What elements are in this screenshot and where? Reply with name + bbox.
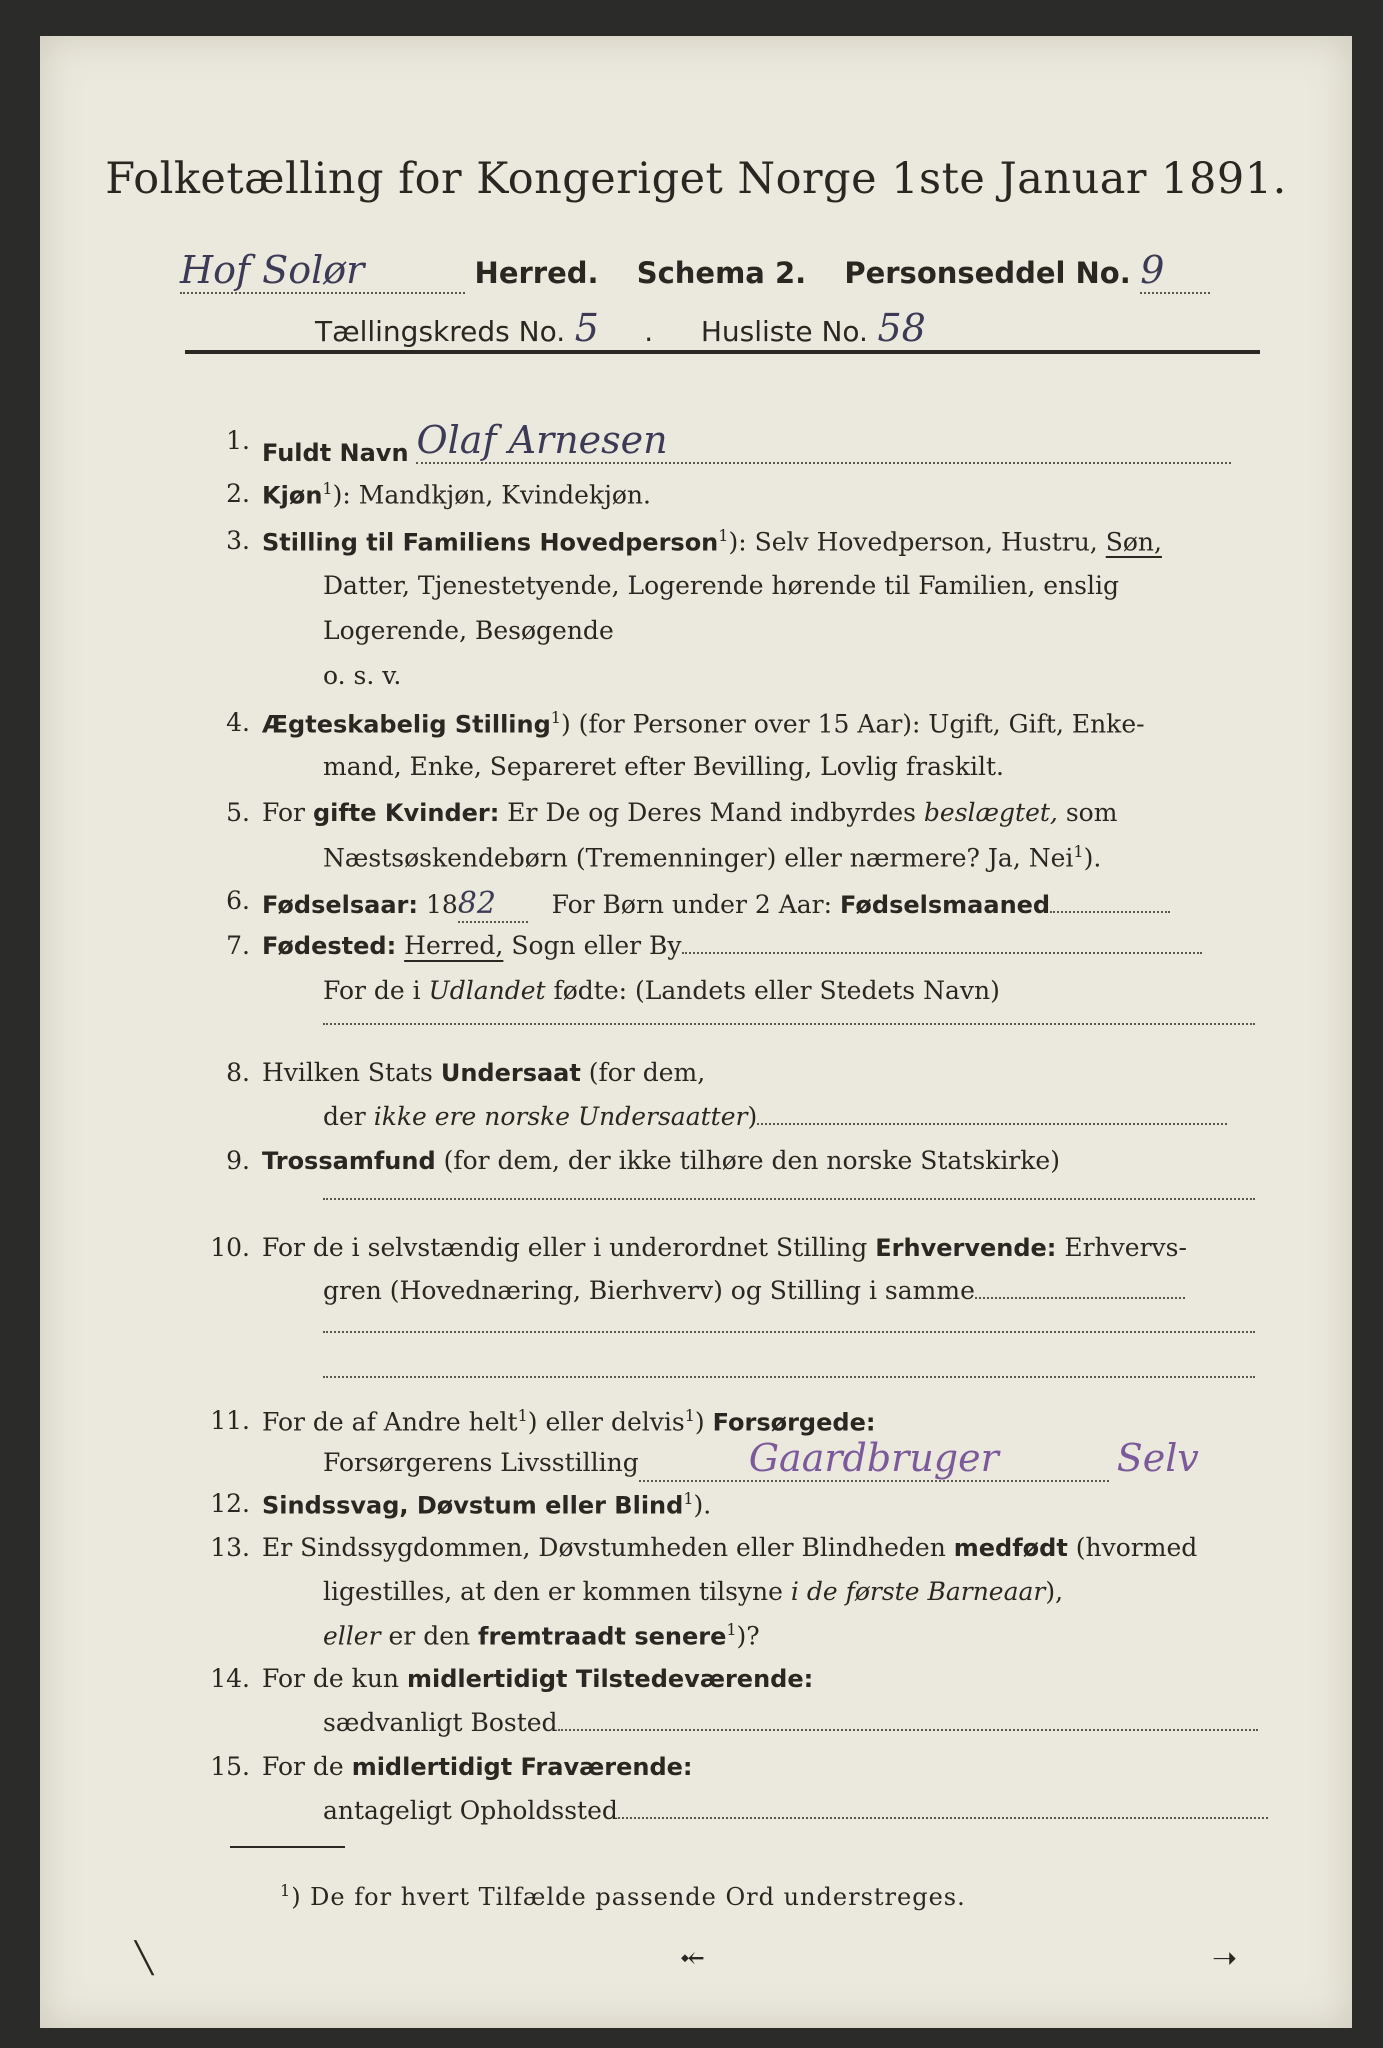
field-9-blank-line <box>323 1196 1255 1200</box>
field-7-line-2-pre: For de i <box>323 976 421 1005</box>
field-11-number: 11. <box>210 1406 250 1435</box>
field-8-line-2-italic: ikke ere norske Undersaatter <box>373 1102 748 1131</box>
field-13-line-3-end: )? <box>736 1621 760 1651</box>
field-14-label: midlertidigt Tilstedeværende: <box>406 1665 814 1693</box>
field-3-options: ): Selv Hovedperson, Hustru, <box>728 527 1098 557</box>
kreds-label: Tællingskreds No. <box>315 315 566 348</box>
field-11-pre: For de af Andre helt <box>262 1407 518 1437</box>
field-8-line-2 <box>323 1102 1227 1131</box>
field-9-number: 9. <box>226 1146 250 1175</box>
field-4-options: ) (for Personer over 15 Aar): Ugift, Gift, Enke- <box>560 709 1145 739</box>
field-5-text: Er De og Deres Mand indbyrdes <box>507 798 916 827</box>
field-14-number: 14. <box>210 1664 250 1693</box>
field-1-value: Olaf Arnesen <box>416 418 1231 464</box>
field-3-line-2: Datter, Tjenestetyende, Logerende hørende til Familien, enslig <box>323 571 1120 600</box>
husliste-label: Husliste No. <box>700 315 868 348</box>
herred-value: Hof Solør <box>180 248 465 294</box>
ink-mark-center: ⤝ <box>680 1941 706 1976</box>
field-15-blank <box>618 1817 1268 1819</box>
herred-line <box>180 248 1210 294</box>
kreds-end: . <box>644 315 654 348</box>
field-14-line-2 <box>323 1708 1258 1737</box>
field-10-line-2-text: gren (Hovednæring, Bierhverv) og Stilling i samme <box>323 1276 975 1305</box>
field-6-blank <box>1050 911 1170 913</box>
field-11-value-2: Selv <box>1116 1436 1199 1480</box>
field-5-pre: For <box>262 798 305 827</box>
field-7-text: Sogn eller By <box>511 931 682 960</box>
field-13-line-2-end: ), <box>1045 1577 1064 1606</box>
field-2-options: ): Mandkjøn, Kvindekjøn. <box>332 480 651 510</box>
field-3-selected-son: Søn, <box>1105 527 1162 557</box>
field-3-line-4: o. s. v. <box>323 661 402 690</box>
field-7-blank <box>682 952 1202 954</box>
field-10-blank-line-2 <box>323 1374 1255 1378</box>
field-12-end: ). <box>693 1490 712 1520</box>
field-13-line-2-italic: i de første Barneaar <box>790 1577 1046 1606</box>
field-10-number: 10. <box>210 1233 250 1262</box>
field-8-blank <box>757 1123 1227 1125</box>
field-13-line-2 <box>323 1577 1063 1606</box>
field-10-pre: For de i selvstændig eller i underordnet Stilling <box>262 1233 868 1262</box>
husliste-value: 58 <box>878 306 988 352</box>
field-4-number: 4. <box>226 708 250 737</box>
footnote-text: ) De for hvert Tilfælde passende Ord understreges. <box>291 1883 966 1911</box>
field-3-label: Stilling til Familiens Hovedperson <box>262 528 719 557</box>
field-9-label: Trossamfund <box>262 1147 436 1175</box>
field-8-text: (for dem, <box>588 1058 706 1087</box>
field-15-line-2 <box>323 1796 1268 1825</box>
field-8-number: 8. <box>226 1058 250 1087</box>
field-6-label: Fødselsaar: <box>262 891 418 919</box>
ink-mark-left: ╲ <box>135 1941 154 1976</box>
field-7-number: 7. <box>226 931 250 960</box>
field-13-line-3-pre: er den <box>388 1621 471 1651</box>
field-13-line-2-pre: ligestilles, at den er kommen tilsyne <box>323 1577 783 1606</box>
field-5-end: som <box>1065 798 1118 827</box>
field-7-line-2-rest: fødte: (Landets eller Stedets Navn) <box>553 976 1000 1005</box>
field-13-end: (hvormed <box>1075 1533 1198 1562</box>
footnote <box>280 1881 966 1911</box>
field-5-italic: beslægtet, <box>923 798 1058 827</box>
field-13-line-3-label: fremtraadt senere <box>478 1622 727 1651</box>
field-3-number: 3. <box>226 526 250 555</box>
field-10-blank-line-1 <box>323 1329 1255 1333</box>
form-title: Folketælling for Kongeriget Norge 1ste Januar 1891. <box>105 154 1287 204</box>
field-14-blank <box>558 1729 1258 1731</box>
field-11-line-2-label: Forsørgerens Livsstilling <box>323 1448 639 1477</box>
field-6-text: For Børn under 2 Aar: <box>551 890 833 919</box>
personseddel-value: 9 <box>1140 248 1210 294</box>
personseddel-label: Personseddel No. <box>844 256 1131 290</box>
field-4-sup: 1 <box>550 708 561 727</box>
field-13-line-3-italic: eller <box>323 1621 381 1651</box>
field-5-line-2-end: ). <box>1083 843 1102 873</box>
field-10-line-2 <box>323 1276 1185 1305</box>
census-form-page: Folketælling for Kongeriget Norge 1ste Januar 1891. Hof Solør Herred. Schema 2. Personseddel No. 9 Tællingskreds No. 5 . Husliste No. 58 1. Fuldt Navn Olaf Arnesen 2. Kjøn$^1$): Mandkjøn, Kvindekjøn. 3. Stilling til Familiens Hovedperson$^1$): Selv Hovedperson, Hustru, Søn, Datter, Tjenestetyende, Logerende hørende til Familien, enslig Logerende, Besøgende o. s. v. 4. Ægteskabelig Stilling$^1$) (for Personer over 15 Aar): Ugift, Gift, Enke- mand, Enke, Separeret efter Bevilling, Lovlig fraskilt. 5. For gifte Kvinder: Er De og Deres Mand indbyrdes beslægtet, som Næstsøskendebørn (Tremenninger) eller nærmere? Ja, Nei$^1$). 6. Fødselsaar: 1882 For Børn under 2 Aar: Fødselsmaaned 7. Fødested: Herred, Sogn eller By For de i Udlandet fødte: (Landets eller Stedets Navn) 8. Hvilken Stats Undersaat (for dem, der ikke ere norske Undersaatter) 9. Trossamfund (for dem, der ikke tilhøre den norske Statskirke) 10. For de i selvstændig eller i underordnet Stilling Erhvervende: Erhvervs- gren (Hovednæring, Bierhverv) og Stilling i samme 11. For de af Andre helt$^1$) eller delvis$^1$) Forsørgede: Forsørgerens Livsstilling Gaardbruger Selv 12. Sindssvag, Døvstum eller Blind$^1$). 13. Er Sindssygdommen, Døvstumheden eller Blindheden medfødt (hvormed ligestilles, at den er kommen tilsyne i de første Barneaar), eller er den fremtraadt senere$^1$)? 14. For de kun midlertidigt Tilstedeværende: sædvanligt Bosted 15. For de midlertidigt Fraværende: antageligt Opholdssted $^1$) De for hvert Tilfælde passende Ord understreges. ╲ ⤝ ➝ <box>40 36 1352 2028</box>
field-3-line-3: Logerende, Besøgende <box>323 616 614 645</box>
field-15-pre: For de <box>262 1752 344 1781</box>
kreds-value: 5 <box>575 306 635 352</box>
field-11-line-2 <box>323 1436 1199 1482</box>
field-5-line-2-text: Næstsøskendebørn (Tremenninger) eller nærmere? Ja, Nei <box>323 843 1074 873</box>
field-14-pre: For de kun <box>262 1664 400 1693</box>
field-7-blank-line <box>323 1021 1255 1025</box>
field-7-label: Fødested: <box>262 932 397 960</box>
field-8-pre: Hvilken Stats <box>262 1058 433 1087</box>
field-6-label-2: Fødselsmaaned <box>840 891 1051 919</box>
herred-label: Herred. <box>474 256 599 290</box>
field-12-number: 12. <box>210 1489 250 1518</box>
field-8-line-2-end: ) <box>747 1102 758 1131</box>
field-13-label: medfødt <box>953 1534 1068 1562</box>
field-4-line-2: mand, Enke, Separeret efter Bevilling, Lovlig fraskilt. <box>323 752 1004 781</box>
field-6-number: 6. <box>226 886 250 915</box>
field-11-value: Gaardbruger <box>639 1436 1109 1482</box>
field-8-label: Undersaat <box>440 1059 581 1087</box>
field-6-prefix: 18 <box>425 890 458 919</box>
field-7-line-2-italic: Udlandet <box>428 976 546 1005</box>
field-5-label: gifte Kvinder: <box>312 799 500 827</box>
field-13-pre: Er Sindssygdommen, Døvstumheden eller Blindheden <box>262 1533 946 1562</box>
field-14-line-2-label: sædvanligt Bosted <box>323 1708 558 1737</box>
field-1-number: 1. <box>226 426 250 455</box>
field-5-line-2: Næstsøskendebørn (Tremenninger) eller nærmere? Ja, Nei$^1$). <box>323 842 1102 873</box>
field-2-number: 2. <box>226 479 250 508</box>
ink-mark-right: ➝ <box>1212 1941 1238 1976</box>
field-13-line-3: eller er den fremtraadt senere$^1$)? <box>323 1620 760 1651</box>
field-1-label: Fuldt Navn <box>262 439 409 467</box>
field-5-number: 5. <box>226 798 250 827</box>
field-12-label: Sindssvag, Døvstum eller Blind <box>262 1491 684 1520</box>
field-9-text: (for dem, der ikke tilhøre den norske Statskirke) <box>443 1146 1060 1175</box>
field-15-line-2-label: antageligt Opholdssted <box>323 1796 618 1825</box>
field-13-number: 13. <box>210 1533 250 1562</box>
field-7-herred: Herred, <box>404 931 504 960</box>
field-7-line-2 <box>323 976 1000 1005</box>
field-11-mid: ) eller delvis <box>527 1407 685 1437</box>
field-10-label: Erhvervende: <box>875 1234 1057 1262</box>
field-15-number: 15. <box>210 1752 250 1781</box>
kreds-line <box>315 306 988 352</box>
footnote-divider <box>230 1846 345 1848</box>
field-2-label: Kjøn <box>262 481 323 510</box>
field-2-sup: 1 <box>322 479 333 498</box>
field-10-blank <box>975 1297 1185 1299</box>
field-8-line-2-pre: der <box>323 1102 366 1131</box>
field-4-label: Ægteskabelig Stilling <box>262 710 551 739</box>
schema-label: Schema 2. <box>636 256 807 290</box>
field-3-sup: 1 <box>718 526 729 545</box>
field-11-label: Forsørgede: <box>712 1408 876 1437</box>
field-15-label: midlertidigt Fraværende: <box>351 1753 693 1781</box>
header-divider <box>185 350 1260 354</box>
footnote-sup: 1 <box>280 1881 292 1900</box>
field-6-value: 82 <box>458 886 528 923</box>
field-10-end: Erhvervs- <box>1064 1233 1187 1262</box>
